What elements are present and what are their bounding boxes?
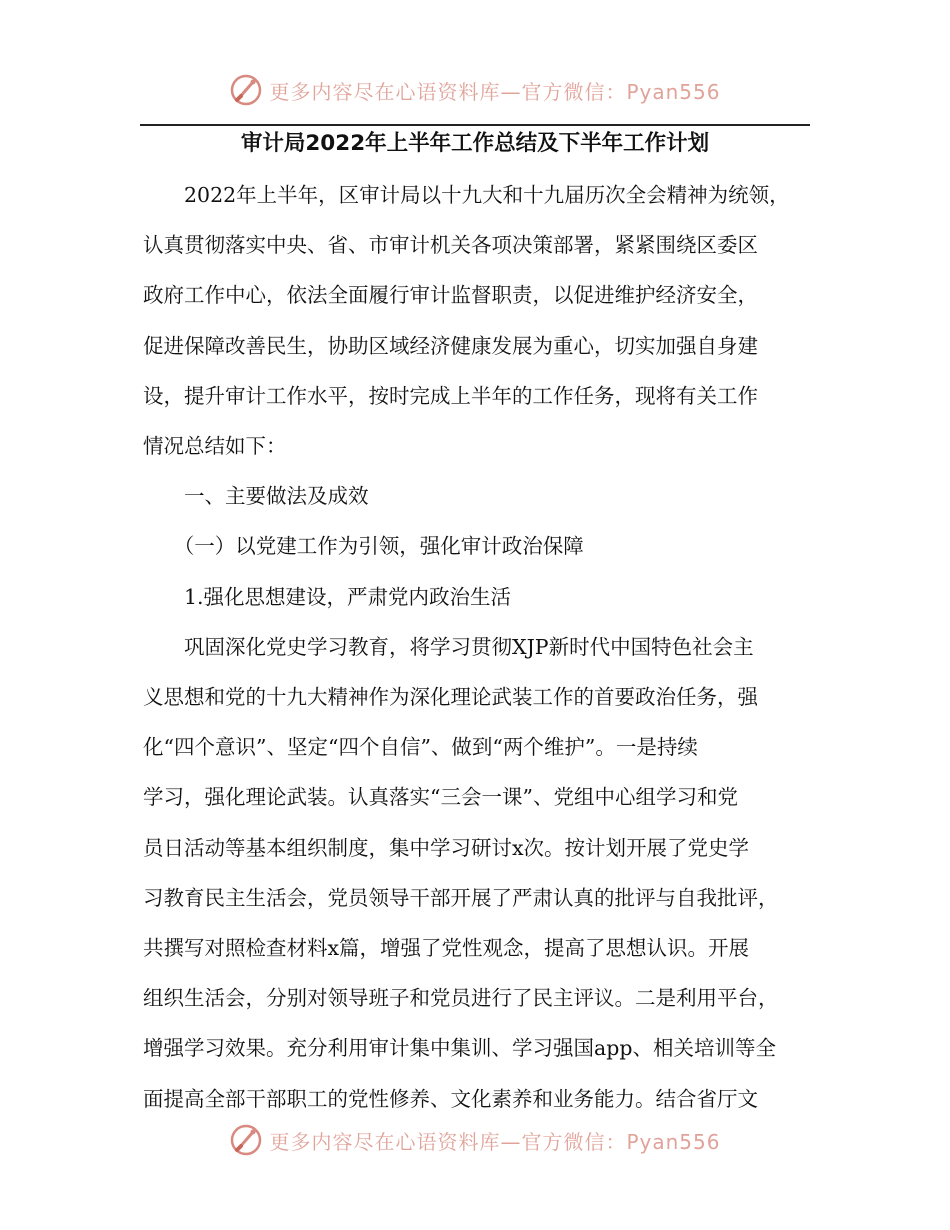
- body-line: 政府工作中心，依法全面履行审计监督职责，以促进维护经济安全，: [143, 283, 758, 308]
- body-line: 学习，强化理论武装。认真落实“三会一课”、党组中心组学习和党: [143, 785, 738, 810]
- pen-seal-icon: [229, 73, 263, 107]
- body-line: 化“四个意识”、坚定“四个自信”、做到“两个维护”。一是持续: [143, 735, 698, 760]
- body-line: 组织生活会，分别对领导班子和党员进行了民主评议。二是利用平台，: [143, 986, 779, 1011]
- body-line: 1.强化思想建设，严肃党内政治生活: [143, 584, 512, 609]
- body-line: 2022年上半年，区审计局以十九大和十九届历次全会精神为统领，: [143, 183, 790, 207]
- pen-seal-icon: [229, 1123, 263, 1157]
- body-line: 一、主要做法及成效: [143, 484, 369, 509]
- banner-text: 更多内容尽在心语资料库—官方微信：Pyan556: [269, 1129, 721, 1154]
- body-line: （一）以党建工作为引领，强化审计政治保障: [143, 534, 584, 559]
- body-line: 员日活动等基本组织制度，集中学习研讨x次。按计划开展了党史学: [143, 835, 750, 860]
- body-line: 习教育民主生活会，党员领导干部开展了严肃认真的批评与自我批评，: [143, 885, 779, 910]
- body-line: 情况总结如下：: [143, 434, 287, 458]
- body-line: 增强学习效果。充分利用审计集中集训、学习强国app、相关培训等全: [143, 1036, 776, 1061]
- document-title: 审计局2022年上半年工作总结及下半年工作计划: [240, 131, 710, 156]
- body-line: 认真贯彻落实中央、省、市审计机关各项决策部署，紧紧围绕区委区: [143, 233, 758, 258]
- header-watermark-banner: [0, 70, 950, 110]
- footer-watermark-banner: [0, 1120, 950, 1160]
- header-rule: [140, 124, 810, 126]
- body-line: 共撰写对照检查材料x篇，增强了党性观念，提高了思想认识。开展: [143, 936, 750, 960]
- body-line: 面提高全部干部职工的党性修养、文化素养和业务能力。结合省厅文: [143, 1086, 758, 1111]
- body-line: 设，提升审计工作水平，按时完成上半年的工作任务，现将有关工作: [143, 383, 758, 408]
- body-line: 促进保障改善民生，协助区域经济健康发展为重心，切实加强自身建: [143, 333, 758, 358]
- banner-text: 更多内容尽在心语资料库—官方微信：Pyan556: [269, 79, 721, 104]
- body-line: 巩固深化党史学习教育，将学习贯彻XJP新时代中国特色社会主: [143, 634, 754, 659]
- body-line: 义思想和党的十九大精神作为深化理论武装工作的首要政治任务，强: [143, 685, 758, 709]
